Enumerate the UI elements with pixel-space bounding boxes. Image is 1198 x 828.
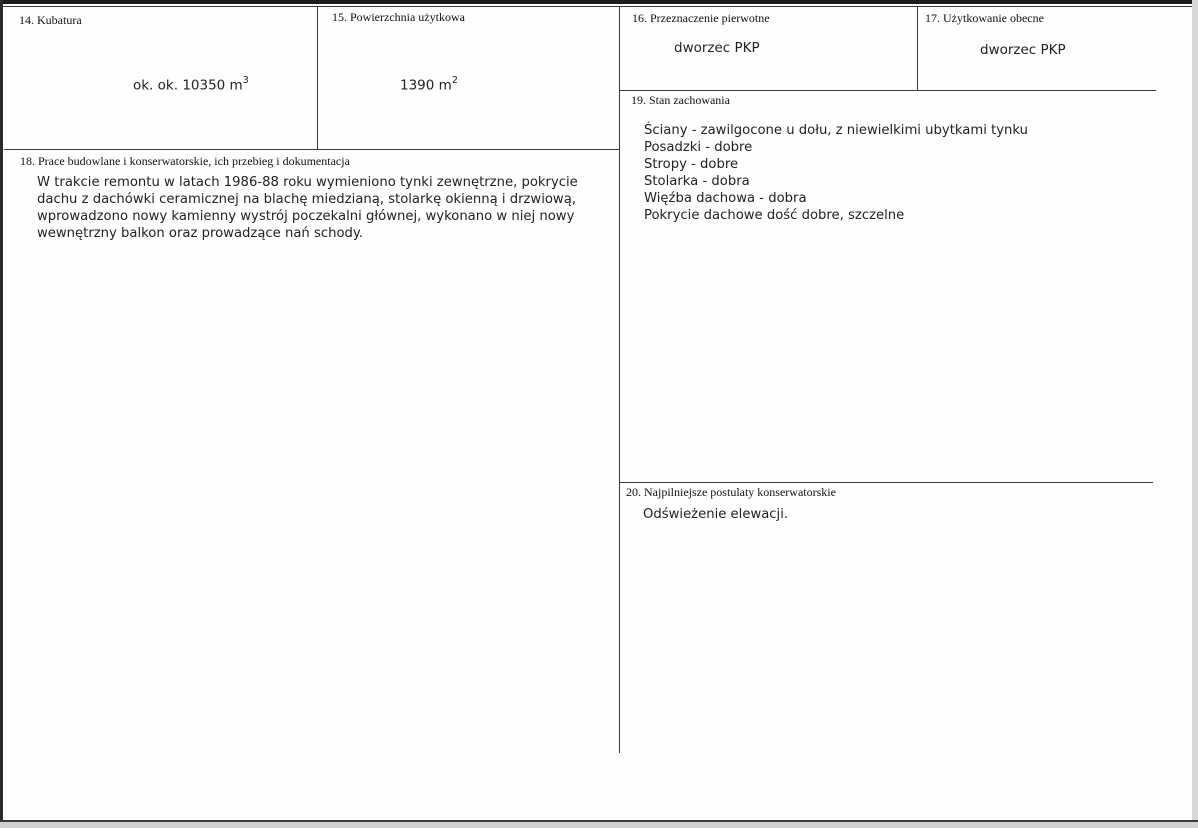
scan-edge-right — [1192, 0, 1198, 828]
field-19-label: 19. Stan zachowania — [631, 93, 730, 107]
field-18-line: W trakcie remontu w latach 1986-88 roku wymieniono tynki zewnętrzne, pokrycie — [37, 175, 578, 190]
field-19-line: Więźba dachowa - dobra — [644, 191, 807, 206]
field-17-value: dworzec PKP — [980, 42, 1066, 58]
scan-edge-bottom-line — [0, 820, 1198, 822]
field-19-line: Pokrycie dachowe dość dobre, szczelne — [644, 208, 905, 223]
divider-16-17 — [917, 6, 918, 90]
field-14-value-text: ok. ok. 10350 m — [133, 77, 243, 94]
field-15-value — [400, 76, 458, 94]
divider-row-19-20 — [619, 482, 1153, 483]
scan-edge-left — [0, 0, 3, 828]
divider-row-14-18 — [4, 149, 619, 150]
scan-edge-top — [0, 0, 1198, 4]
divider-left-right — [619, 6, 620, 753]
field-15-unit-exponent: 2 — [451, 75, 458, 86]
field-19-line: Stropy - dobre — [644, 157, 739, 172]
divider-14-15 — [317, 6, 318, 150]
divider-row-16-19 — [619, 90, 1156, 91]
field-16-value: dworzec PKP — [674, 40, 760, 56]
field-20-line: Odświeżenie elewacji. — [643, 507, 789, 522]
field-18-line: wewnętrzny balkon oraz prowadzące nań schody. — [37, 226, 364, 241]
field-14-unit-exponent: 3 — [242, 75, 249, 86]
field-20-label: 20. Najpilniejsze postulaty konserwatorskie — [626, 485, 836, 499]
field-19-text — [644, 122, 1028, 224]
field-19-line: Ściany - zawilgocone u dołu, z niewielkimi ubytkami tynku — [644, 123, 1028, 138]
field-16-label: 16. Przeznaczenie pierwotne — [632, 11, 770, 25]
field-15-label: 15. Powierzchnia użytkowa — [332, 10, 465, 24]
field-20-text — [643, 506, 788, 523]
field-15-value-text: 1390 m — [400, 77, 452, 94]
form-line-top — [0, 6, 1192, 7]
field-14-value — [133, 76, 249, 94]
field-19-line: Stolarka - dobra — [644, 174, 750, 189]
field-17-label: 17. Użytkowanie obecne — [925, 11, 1044, 25]
field-14-label: 14. Kubatura — [19, 13, 82, 27]
field-18-label: 18. Prace budowlane i konserwatorskie, ich przebieg i dokumentacja — [20, 154, 350, 168]
field-19-line: Posadzki - dobre — [644, 140, 753, 155]
field-18-text — [37, 174, 578, 242]
field-18-line: wprowadzono nowy kamienny wystrój poczekalni głównej, wykonano w niej nowy — [37, 209, 575, 224]
field-18-line: dachu z dachówki ceramicznej na blachę miedzianą, stolarkę okienną i drzwiową, — [37, 192, 576, 207]
